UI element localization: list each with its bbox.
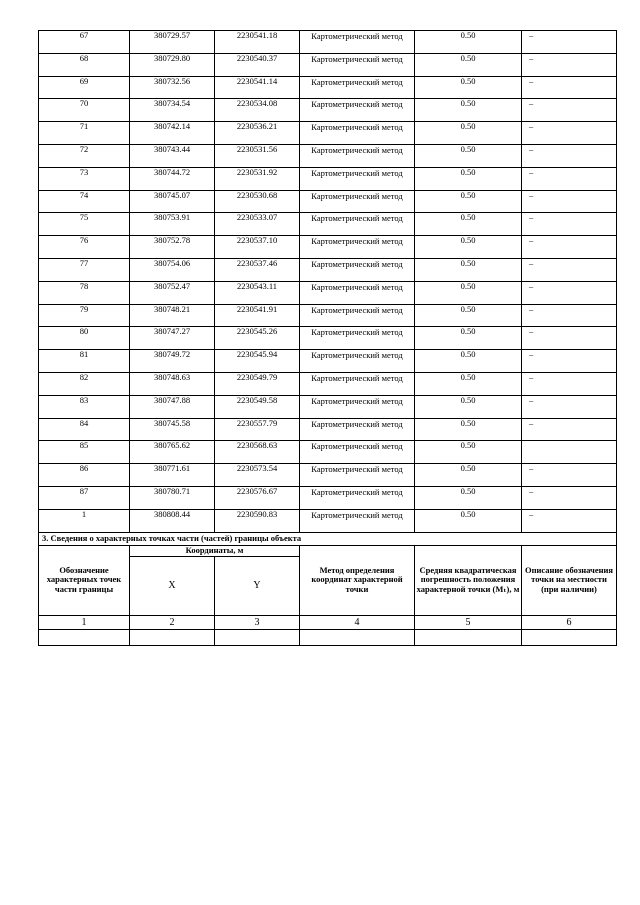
cell-description: – — [522, 31, 617, 54]
cell-point: 76 — [39, 236, 130, 259]
cell-point: 71 — [39, 122, 130, 145]
cell-point: 79 — [39, 304, 130, 327]
cell-x: 380752.47 — [130, 281, 215, 304]
cell-y: 2230573.54 — [215, 464, 300, 487]
cell-y: 2230545.94 — [215, 350, 300, 373]
section3-title: 3. Сведения о характерных точках части (частей) границы объекта — [39, 532, 617, 545]
cell-accuracy: 0.50 — [415, 76, 522, 99]
table-row — [39, 304, 617, 327]
cell-accuracy: 0.50 — [415, 304, 522, 327]
document-page — [38, 30, 616, 646]
cell-method: Картометрический метод — [300, 350, 415, 373]
cell-y: 2230543.11 — [215, 281, 300, 304]
cell-accuracy: 0.50 — [415, 327, 522, 350]
empty-row — [39, 629, 617, 645]
cell-y: 2230541.18 — [215, 31, 300, 54]
cell-description: – — [522, 281, 617, 304]
cell-method: Картометрический метод — [300, 327, 415, 350]
cell-description: – — [522, 304, 617, 327]
cell-method: Картометрический метод — [300, 281, 415, 304]
table-row — [39, 464, 617, 487]
cell-x: 380744.72 — [130, 167, 215, 190]
header-coordinates: Координаты, м — [130, 545, 300, 556]
cell-x: 380752.78 — [130, 236, 215, 259]
empty-cell — [300, 629, 415, 645]
table-row — [39, 167, 617, 190]
cell-accuracy: 0.50 — [415, 350, 522, 373]
cell-method: Картометрический метод — [300, 53, 415, 76]
table-row — [39, 144, 617, 167]
column-number: 4 — [300, 615, 415, 629]
cell-method: Картометрический метод — [300, 31, 415, 54]
cell-point: 86 — [39, 464, 130, 487]
cell-accuracy: 0.50 — [415, 167, 522, 190]
cell-method: Картометрический метод — [300, 304, 415, 327]
cell-accuracy: 0.50 — [415, 53, 522, 76]
cell-point: 84 — [39, 418, 130, 441]
cell-accuracy: 0.50 — [415, 281, 522, 304]
cell-x: 380734.54 — [130, 99, 215, 122]
cell-accuracy: 0.50 — [415, 236, 522, 259]
cell-point: 87 — [39, 486, 130, 509]
cell-method: Картометрический метод — [300, 190, 415, 213]
cell-accuracy: 0.50 — [415, 509, 522, 532]
cell-method: Картометрический метод — [300, 122, 415, 145]
cell-description: – — [522, 486, 617, 509]
cell-description — [522, 441, 617, 464]
cell-accuracy: 0.50 — [415, 372, 522, 395]
cell-method: Картометрический метод — [300, 213, 415, 236]
cell-accuracy: 0.50 — [415, 144, 522, 167]
cell-description: – — [522, 236, 617, 259]
cell-y: 2230536.21 — [215, 122, 300, 145]
cell-description: – — [522, 509, 617, 532]
cell-y: 2230541.14 — [215, 76, 300, 99]
table-row — [39, 418, 617, 441]
table-row — [39, 213, 617, 236]
cell-y: 2230540.37 — [215, 53, 300, 76]
cell-point: 74 — [39, 190, 130, 213]
cell-method: Картометрический метод — [300, 509, 415, 532]
section3-block — [39, 532, 617, 645]
cell-y: 2230568.63 — [215, 441, 300, 464]
cell-accuracy: 0.50 — [415, 395, 522, 418]
cell-accuracy: 0.50 — [415, 486, 522, 509]
cell-y: 2230545.26 — [215, 327, 300, 350]
cell-description: – — [522, 99, 617, 122]
column-number: 5 — [415, 615, 522, 629]
empty-cell — [130, 629, 215, 645]
cell-point: 75 — [39, 213, 130, 236]
cell-x: 380729.57 — [130, 31, 215, 54]
cell-description: – — [522, 53, 617, 76]
cell-method: Картометрический метод — [300, 99, 415, 122]
cell-accuracy: 0.50 — [415, 441, 522, 464]
cell-point: 73 — [39, 167, 130, 190]
cell-point: 69 — [39, 76, 130, 99]
cell-method: Картометрический метод — [300, 486, 415, 509]
cell-point: 67 — [39, 31, 130, 54]
column-number: 3 — [215, 615, 300, 629]
cell-y: 2230534.08 — [215, 99, 300, 122]
column-number: 2 — [130, 615, 215, 629]
cell-description: – — [522, 464, 617, 487]
table-row — [39, 395, 617, 418]
header-method: Метод определения координат характерной точки — [300, 545, 415, 615]
table-row — [39, 327, 617, 350]
cell-method: Картометрический метод — [300, 372, 415, 395]
cell-point: 83 — [39, 395, 130, 418]
empty-cell — [39, 629, 130, 645]
cell-method: Картометрический метод — [300, 167, 415, 190]
table-row — [39, 350, 617, 373]
cell-y: 2230576.67 — [215, 486, 300, 509]
cell-x: 380765.62 — [130, 441, 215, 464]
cell-method: Картометрический метод — [300, 236, 415, 259]
column-number: 6 — [522, 615, 617, 629]
cell-method: Картометрический метод — [300, 395, 415, 418]
cell-y: 2230531.92 — [215, 167, 300, 190]
cell-x: 380754.06 — [130, 258, 215, 281]
cell-description: – — [522, 418, 617, 441]
cell-y: 2230531.56 — [215, 144, 300, 167]
cell-point: 1 — [39, 509, 130, 532]
cell-point: 82 — [39, 372, 130, 395]
cell-y: 2230533.07 — [215, 213, 300, 236]
table-row — [39, 372, 617, 395]
cell-x: 380747.27 — [130, 327, 215, 350]
cell-accuracy: 0.50 — [415, 418, 522, 441]
table-row — [39, 486, 617, 509]
cell-y: 2230590.83 — [215, 509, 300, 532]
header-x: X — [130, 556, 215, 615]
cell-description: – — [522, 144, 617, 167]
table-row — [39, 53, 617, 76]
cell-x: 380780.71 — [130, 486, 215, 509]
cell-description: – — [522, 327, 617, 350]
cell-point: 77 — [39, 258, 130, 281]
cell-point: 72 — [39, 144, 130, 167]
cell-description: – — [522, 395, 617, 418]
column-number: 1 — [39, 615, 130, 629]
table-row — [39, 281, 617, 304]
cell-point: 80 — [39, 327, 130, 350]
cell-x: 380745.07 — [130, 190, 215, 213]
table-row — [39, 509, 617, 532]
table-row — [39, 236, 617, 259]
cell-method: Картометрический метод — [300, 76, 415, 99]
cell-point: 85 — [39, 441, 130, 464]
cell-accuracy: 0.50 — [415, 122, 522, 145]
cell-x: 380747.88 — [130, 395, 215, 418]
cell-accuracy: 0.50 — [415, 213, 522, 236]
cell-description: – — [522, 372, 617, 395]
cell-accuracy: 0.50 — [415, 258, 522, 281]
cell-point: 81 — [39, 350, 130, 373]
cell-description: – — [522, 167, 617, 190]
cell-y: 2230557.79 — [215, 418, 300, 441]
table-row — [39, 31, 617, 54]
cell-x: 380753.91 — [130, 213, 215, 236]
table-row — [39, 190, 617, 213]
cell-x: 380732.56 — [130, 76, 215, 99]
cell-y: 2230549.58 — [215, 395, 300, 418]
cell-x: 380745.58 — [130, 418, 215, 441]
table-row — [39, 122, 617, 145]
header-accuracy: Средняя квадратическая погрешность положения характерной точки (Mₜ), м — [415, 545, 522, 615]
cell-x: 380771.61 — [130, 464, 215, 487]
cell-accuracy: 0.50 — [415, 31, 522, 54]
empty-cell — [522, 629, 617, 645]
cell-method: Картометрический метод — [300, 258, 415, 281]
cell-y: 2230537.46 — [215, 258, 300, 281]
cell-x: 380743.44 — [130, 144, 215, 167]
cell-description: – — [522, 76, 617, 99]
table-row — [39, 76, 617, 99]
empty-cell — [215, 629, 300, 645]
cell-description: – — [522, 213, 617, 236]
cell-y: 2230549.79 — [215, 372, 300, 395]
cell-method: Картометрический метод — [300, 144, 415, 167]
table-row — [39, 258, 617, 281]
column-numbers-row — [39, 615, 617, 629]
cell-accuracy: 0.50 — [415, 190, 522, 213]
cell-x: 380748.21 — [130, 304, 215, 327]
cell-point: 70 — [39, 99, 130, 122]
cell-description: – — [522, 258, 617, 281]
cell-y: 2230530.68 — [215, 190, 300, 213]
cell-point: 78 — [39, 281, 130, 304]
cell-point: 68 — [39, 53, 130, 76]
cell-x: 380748.63 — [130, 372, 215, 395]
empty-cell — [415, 629, 522, 645]
cell-method: Картометрический метод — [300, 464, 415, 487]
header-point-designation: Обозначение характерных точек части границы — [39, 545, 130, 615]
cell-y: 2230537.10 — [215, 236, 300, 259]
cell-accuracy: 0.50 — [415, 464, 522, 487]
cell-method: Картометрический метод — [300, 418, 415, 441]
data-rows — [39, 31, 617, 533]
cell-description: – — [522, 350, 617, 373]
cell-accuracy: 0.50 — [415, 99, 522, 122]
boundary-points-table — [38, 30, 617, 646]
table-row — [39, 441, 617, 464]
cell-description: – — [522, 190, 617, 213]
cell-method: Картометрический метод — [300, 441, 415, 464]
cell-x: 380729.80 — [130, 53, 215, 76]
cell-x: 380808.44 — [130, 509, 215, 532]
cell-x: 380742.14 — [130, 122, 215, 145]
cell-x: 380749.72 — [130, 350, 215, 373]
cell-description: – — [522, 122, 617, 145]
header-y: Y — [215, 556, 300, 615]
table-row — [39, 99, 617, 122]
cell-y: 2230541.91 — [215, 304, 300, 327]
header-description: Описание обозначения точки на местности (при наличии) — [522, 545, 617, 615]
